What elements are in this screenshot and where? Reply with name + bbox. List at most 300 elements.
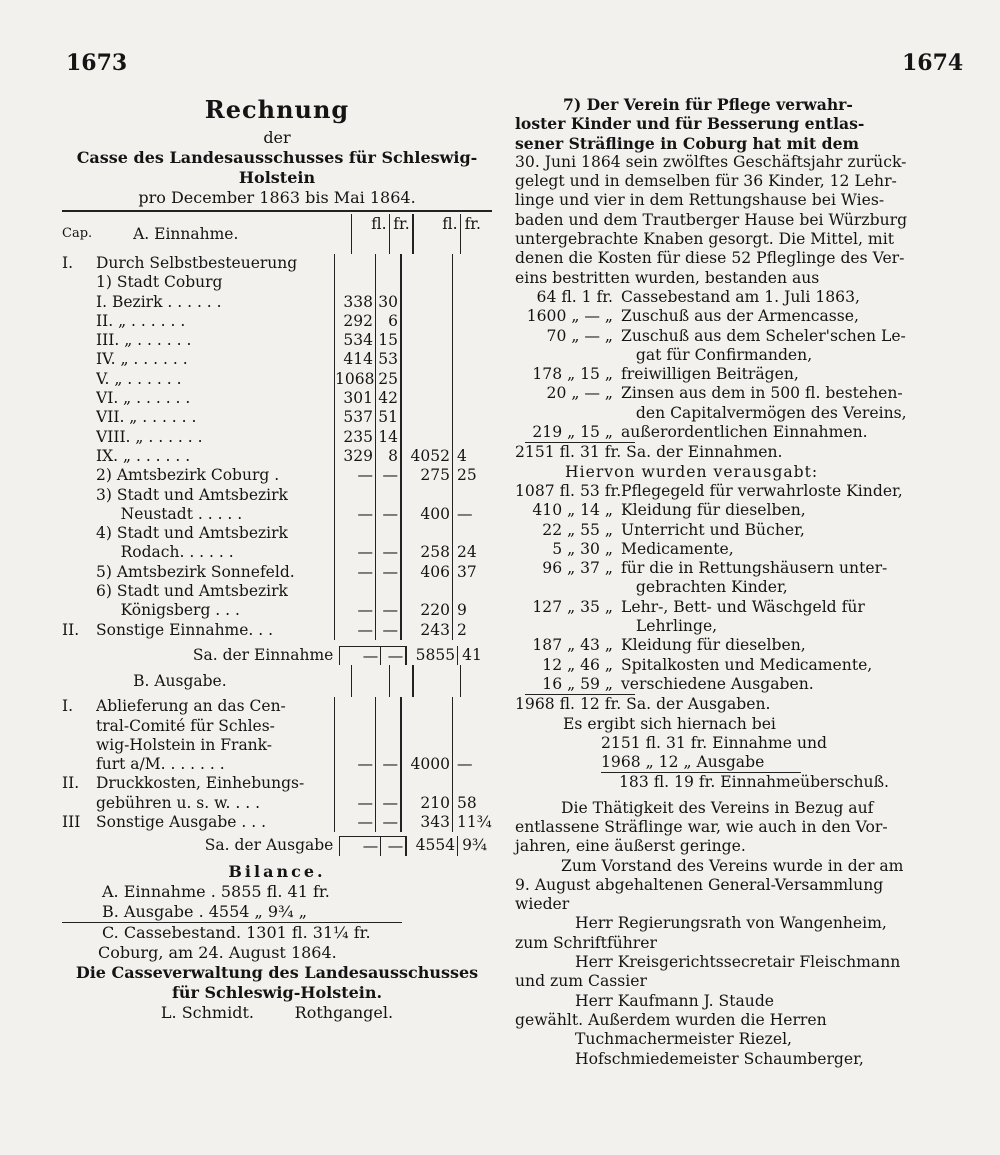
cell-k2 bbox=[452, 408, 487, 427]
amount: 127 „ 35 „ bbox=[532, 597, 613, 616]
account-line bbox=[515, 482, 965, 501]
cell-f2: 210 bbox=[400, 794, 452, 813]
table-row bbox=[62, 254, 492, 273]
table-row bbox=[62, 350, 492, 369]
account-line bbox=[515, 559, 965, 578]
cell-f2: 4052 bbox=[400, 447, 452, 466]
section-a-title: A. Einnahme. bbox=[133, 225, 239, 243]
account-text: Kleidung für dieselben, bbox=[621, 501, 806, 520]
table-row bbox=[62, 717, 492, 736]
cell-cap bbox=[62, 370, 96, 389]
cell-label: Sonstige Ausgabe . . . bbox=[96, 813, 267, 832]
cell-k1: — bbox=[375, 505, 400, 524]
cell-cap bbox=[62, 582, 96, 601]
account-line bbox=[515, 288, 965, 307]
cell-k1: — bbox=[375, 543, 400, 562]
income-total-fr: 41 bbox=[457, 646, 492, 665]
cell-k2: 25 bbox=[452, 466, 487, 485]
income-total-fl: 5855 bbox=[405, 646, 457, 665]
cell-cap bbox=[62, 717, 96, 736]
cell-cap bbox=[62, 408, 96, 427]
cell-label: Ablieferung an das Cen- bbox=[96, 697, 286, 716]
spent-sum: 1968 fl. 12 fr. Sa. der Ausgaben. bbox=[515, 695, 771, 714]
cell-label: furt a/M. . . . . . . bbox=[96, 755, 225, 774]
account-line bbox=[515, 307, 965, 326]
table-row bbox=[62, 621, 492, 640]
cell-label: wig-Holstein in Frank- bbox=[96, 735, 273, 754]
expense-sum-row bbox=[62, 836, 492, 855]
cell-f2 bbox=[400, 486, 452, 505]
cell-f2: 275 bbox=[400, 466, 452, 485]
cell-f2 bbox=[400, 331, 452, 350]
cell-f2: 258 bbox=[400, 543, 452, 562]
cell-cap bbox=[62, 505, 96, 524]
intro-line: untergebrachte Knaben gesorgt. Die Mittel, mit bbox=[515, 230, 894, 249]
cell-label: 3) Stadt und Amtsbezirk bbox=[96, 485, 288, 504]
account-line bbox=[515, 578, 965, 597]
header-rule bbox=[62, 210, 492, 212]
amount bbox=[515, 617, 621, 636]
cell-cap bbox=[62, 543, 96, 562]
signature-names: L. Schmidt. Rothgangel. bbox=[160, 1002, 394, 1022]
account-subtitle: Casse des Landesausschusses für Schleswig-Holstein bbox=[76, 148, 478, 187]
account-period: pro December 1863 bis Mai 1864. bbox=[138, 188, 416, 207]
cell-k2 bbox=[452, 697, 487, 716]
cell-f1: 329 bbox=[334, 447, 375, 466]
account-text: für die in Rettungshäusern unter- bbox=[621, 559, 888, 578]
cell-f2 bbox=[400, 350, 452, 369]
cell-k1: 51 bbox=[375, 408, 400, 427]
cell-k2 bbox=[452, 428, 487, 447]
cell-f2: 406 bbox=[400, 563, 452, 582]
cell-k2 bbox=[452, 370, 487, 389]
cell-k1 bbox=[375, 273, 400, 292]
cell-k1 bbox=[375, 697, 400, 716]
amount: 16 „ 59 „ bbox=[542, 674, 613, 693]
amount bbox=[515, 346, 621, 365]
bilanz-line: B. Ausgabe . 4554 „ 9¾ „ bbox=[62, 902, 402, 923]
amount: 1087 fl. 53 fr. bbox=[515, 481, 622, 500]
cell-k1 bbox=[375, 736, 400, 755]
cell-k1: — bbox=[375, 755, 400, 774]
cell-label: Sonstige Einnahme. . . bbox=[96, 620, 274, 639]
account-text: Kleidung für dieselben, bbox=[621, 636, 806, 655]
account-line bbox=[515, 540, 965, 559]
cell-f1: 338 bbox=[334, 293, 375, 312]
cell-label: VII. „ . . . . . . bbox=[96, 408, 197, 427]
sum-cell: — bbox=[380, 836, 405, 855]
cell-label: 2) Amtsbezirk Coburg . bbox=[96, 466, 280, 485]
amount: 20 „ — „ bbox=[546, 384, 613, 403]
cell-f2 bbox=[400, 582, 452, 601]
expense-sum-label: Sa. der Ausgabe bbox=[204, 836, 334, 855]
cell-f1: — bbox=[334, 813, 375, 832]
table-row bbox=[62, 736, 492, 755]
income-list bbox=[515, 288, 965, 442]
cell-cap bbox=[62, 273, 96, 292]
account-line bbox=[515, 327, 965, 346]
cell-f1: 235 bbox=[334, 428, 375, 447]
cell-cap bbox=[62, 312, 96, 331]
cell-k2: 24 bbox=[452, 543, 487, 562]
amount: 410 „ 14 „ bbox=[532, 501, 613, 520]
cap-header: Cap. bbox=[62, 226, 93, 241]
account-text: Zinsen aus dem in 500 fl. bestehen- bbox=[621, 384, 903, 403]
paragraph-line: entlassene Sträflinge war, wie auch in den Vor- bbox=[515, 817, 888, 836]
table-row bbox=[62, 428, 492, 447]
cell-f1 bbox=[334, 736, 375, 755]
cell-f2 bbox=[400, 293, 452, 312]
cell-k1: 53 bbox=[375, 350, 400, 369]
sum-cell: — bbox=[380, 646, 405, 665]
cell-k2 bbox=[452, 524, 487, 543]
cell-label: tral-Comité für Schles- bbox=[96, 716, 275, 735]
table-row bbox=[62, 331, 492, 350]
cell-k2 bbox=[452, 717, 487, 736]
paragraph-line: gewählt. Außerdem wurden die Herren bbox=[515, 1010, 827, 1029]
cell-k1: 8 bbox=[375, 447, 400, 466]
bilanz-line: C. Cassebestand. 1301 fl. 31¼ fr. bbox=[102, 922, 371, 942]
result-line: 2151 fl. 31 fr. Einnahme und bbox=[601, 733, 828, 752]
expense-total-fl: 4554 bbox=[405, 836, 457, 855]
cell-cap bbox=[62, 601, 96, 620]
table-row bbox=[62, 755, 492, 774]
cell-cap bbox=[62, 466, 96, 485]
cell-label: III. „ . . . . . . bbox=[96, 331, 192, 350]
cell-f2 bbox=[400, 254, 452, 273]
amount: 64 fl. 1 fr. bbox=[536, 287, 613, 306]
cell-k2 bbox=[452, 389, 487, 408]
cell-k1 bbox=[375, 486, 400, 505]
intro-line: sener Sträflinge in Coburg hat mit dem bbox=[515, 133, 859, 153]
intro-line: 7) Der Verein für Pflege verwahr- bbox=[563, 95, 853, 114]
cell-f1: — bbox=[334, 466, 375, 485]
cell-label: V. „ . . . . . . bbox=[96, 369, 182, 388]
account-text: Zuschuß aus der Armencasse, bbox=[621, 307, 859, 326]
account-text: verschiedene Ausgaben. bbox=[621, 674, 814, 693]
account-line bbox=[515, 404, 965, 423]
expense-total-fr: 9¾ bbox=[457, 836, 492, 855]
paragraph-line: 9. August abgehaltenen General-Versammlung bbox=[515, 875, 884, 894]
cell-k1: — bbox=[375, 601, 400, 620]
section-b-row bbox=[62, 665, 492, 697]
cell-f1 bbox=[334, 717, 375, 736]
fl-header-1: fl. bbox=[351, 214, 389, 254]
place-date: Coburg, am 24. August 1864. bbox=[98, 942, 337, 962]
paragraph-line: zum Schriftführer bbox=[515, 933, 657, 952]
left-page bbox=[62, 95, 492, 1023]
spent-heading: Hiervon wurden verausgabt: bbox=[565, 462, 819, 481]
table-header bbox=[62, 214, 492, 254]
cell-cap bbox=[62, 428, 96, 447]
account-text: Spitalkosten und Medicamente, bbox=[621, 655, 873, 674]
cell-k2: 4 bbox=[452, 447, 487, 466]
cell-f1: — bbox=[334, 601, 375, 620]
table-row bbox=[62, 293, 492, 312]
cell-f2: 400 bbox=[400, 505, 452, 524]
cell-f2 bbox=[400, 389, 452, 408]
cell-f2 bbox=[400, 736, 452, 755]
cell-cap bbox=[62, 447, 96, 466]
account-line bbox=[515, 675, 965, 694]
paragraph-line: Die Thätigkeit des Vereins in Bezug auf bbox=[561, 798, 874, 817]
cell-f2 bbox=[400, 717, 452, 736]
account-line bbox=[515, 365, 965, 384]
intro-line: eins bestritten wurden, bestanden aus bbox=[515, 268, 820, 287]
result-line: Es ergibt sich hiernach bei bbox=[563, 714, 776, 733]
cell-k1: 42 bbox=[375, 389, 400, 408]
signature-line-1: Die Casseverwaltung des Landesausschusses bbox=[75, 962, 479, 982]
cell-f2: 243 bbox=[400, 621, 452, 640]
account-line bbox=[515, 636, 965, 655]
account-text: Lehr-, Bett- und Wäschgeld für bbox=[621, 597, 865, 616]
paragraph-line: Hofschmiedemeister Schaumberger, bbox=[575, 1049, 864, 1068]
fl-header-2: fl. bbox=[412, 214, 460, 254]
cell-k1: — bbox=[375, 813, 400, 832]
table-row bbox=[62, 794, 492, 813]
paragraph-line: Zum Vorstand des Vereins wurde in der am bbox=[561, 856, 904, 875]
cell-k2: 58 bbox=[452, 794, 487, 813]
cell-label: 6) Stadt und Amtsbezirk bbox=[96, 582, 288, 601]
cell-f2 bbox=[400, 697, 452, 716]
cell-k2 bbox=[452, 331, 487, 350]
cell-k2 bbox=[452, 736, 487, 755]
cell-k1: 6 bbox=[375, 312, 400, 331]
amount bbox=[515, 578, 621, 597]
cell-f2 bbox=[400, 312, 452, 331]
cell-f2 bbox=[400, 370, 452, 389]
intro-line: gelegt und in demselben für 36 Kinder, 12 Lehr- bbox=[515, 172, 897, 191]
paragraph-line: Herr Kreisgerichtssecretair Fleischmann bbox=[575, 953, 901, 972]
table-row bbox=[62, 774, 492, 793]
paragraph-line: jahren, eine äußerst geringe. bbox=[515, 837, 746, 856]
cell-k1: 14 bbox=[375, 428, 400, 447]
page-number-left: 1673 bbox=[66, 50, 128, 76]
cell-cap: I. bbox=[62, 254, 74, 272]
cell-cap bbox=[62, 736, 96, 755]
cell-f1 bbox=[334, 486, 375, 505]
fr-header-1: fr. bbox=[389, 214, 412, 254]
account-line bbox=[515, 598, 965, 617]
page-number-right: 1674 bbox=[902, 50, 964, 76]
cell-label: VI. „ . . . . . . bbox=[96, 389, 191, 408]
cell-f1: — bbox=[334, 794, 375, 813]
cell-k2: — bbox=[452, 755, 487, 774]
table-row bbox=[62, 563, 492, 582]
bilanz-line: A. Einnahme . 5855 fl. 41 fr. bbox=[102, 881, 330, 901]
cell-cap: III bbox=[62, 813, 81, 832]
cell-k2: 2 bbox=[452, 621, 487, 640]
cell-k1 bbox=[375, 524, 400, 543]
table-row bbox=[62, 813, 492, 832]
cell-cap bbox=[62, 389, 96, 408]
cell-f1 bbox=[334, 774, 375, 793]
cell-k2: 37 bbox=[452, 563, 487, 582]
income-sum-row bbox=[62, 646, 492, 665]
cell-f1 bbox=[334, 582, 375, 601]
cell-label: Druckkosten, Einhebungs- bbox=[96, 774, 305, 793]
cell-label: II. „ . . . . . . bbox=[96, 311, 186, 330]
cell-f2 bbox=[400, 524, 452, 543]
intro-line: 30. Juni 1864 sein zwölftes Geschäftsjahr zurück- bbox=[515, 152, 907, 171]
cell-k1: — bbox=[375, 466, 400, 485]
account-table bbox=[62, 214, 492, 856]
cell-cap bbox=[62, 331, 96, 350]
cell-f1: 301 bbox=[334, 389, 375, 408]
table-row bbox=[62, 601, 492, 620]
table-row bbox=[62, 447, 492, 466]
cell-label: 5) Amtsbezirk Sonnefeld. bbox=[96, 562, 295, 581]
account-line bbox=[515, 617, 965, 636]
cell-f1 bbox=[334, 273, 375, 292]
cell-k1: 15 bbox=[375, 331, 400, 350]
closing-paragraph bbox=[515, 799, 965, 1069]
cell-f1: 534 bbox=[334, 331, 375, 350]
intro-line: denen die Kosten für diese 52 Pfleglinge des Ver- bbox=[515, 249, 905, 268]
account-text: außerordentlichen Einnahmen. bbox=[621, 423, 868, 442]
amount: 70 „ — „ bbox=[546, 326, 613, 345]
account-line bbox=[515, 501, 965, 520]
cell-f1: — bbox=[334, 755, 375, 774]
account-line bbox=[515, 521, 965, 540]
right-page bbox=[515, 95, 965, 1069]
cell-f2 bbox=[400, 774, 452, 793]
table-row bbox=[62, 505, 492, 524]
cell-label: Königsberg . . . bbox=[96, 601, 240, 620]
table-row bbox=[62, 389, 492, 408]
cell-label: VIII. „ . . . . . . bbox=[96, 427, 203, 446]
table-row bbox=[62, 273, 492, 292]
cell-cap bbox=[62, 350, 96, 369]
cell-f1 bbox=[334, 524, 375, 543]
signature-line-2: für Schleswig-Holstein. bbox=[171, 982, 383, 1002]
table-row bbox=[62, 582, 492, 601]
cell-cap: II. bbox=[62, 620, 80, 639]
account-line bbox=[515, 423, 965, 442]
cell-k2 bbox=[452, 293, 487, 312]
der-line: der bbox=[263, 128, 291, 147]
cell-label: I. Bezirk . . . . . . bbox=[96, 292, 222, 311]
income-rows bbox=[62, 254, 492, 640]
cell-f1 bbox=[334, 697, 375, 716]
amount: 22 „ 55 „ bbox=[542, 520, 613, 539]
cell-f2: 220 bbox=[400, 601, 452, 620]
result-line: 1968 „ 12 „ Ausgabe bbox=[601, 753, 801, 773]
cell-label: Neustadt . . . . . bbox=[96, 504, 243, 523]
cell-k2: 11¾ bbox=[452, 813, 487, 832]
result-line: 183 fl. 19 fr. Einnahmeüberschuß. bbox=[619, 773, 889, 792]
cell-cap bbox=[62, 563, 96, 582]
cell-f1: 537 bbox=[334, 408, 375, 427]
cell-k1: — bbox=[375, 621, 400, 640]
cell-k2: 9 bbox=[452, 601, 487, 620]
intro-line: loster Kinder und für Besserung entlas- bbox=[515, 114, 865, 134]
account-text: den Capitalvermögen des Vereins, bbox=[621, 403, 907, 422]
paragraph-line: wieder bbox=[515, 895, 570, 914]
income-sum-label: Sa. der Einnahme bbox=[192, 645, 334, 664]
cell-k2 bbox=[452, 254, 487, 273]
account-text: gebrachten Kinder, bbox=[621, 578, 788, 597]
cell-f2 bbox=[400, 408, 452, 427]
amount: 1600 „ — „ bbox=[526, 307, 613, 326]
cell-f1: — bbox=[334, 505, 375, 524]
bilanz-title: Bilance. bbox=[228, 861, 326, 881]
cell-k1: — bbox=[375, 563, 400, 582]
table-row bbox=[62, 486, 492, 505]
amount: 96 „ 37 „ bbox=[542, 559, 613, 578]
cell-k2 bbox=[452, 774, 487, 793]
cell-f1: — bbox=[334, 563, 375, 582]
cell-f2: 343 bbox=[400, 813, 452, 832]
account-text: freiwilligen Beiträgen, bbox=[621, 365, 799, 384]
account-text: gat für Confirmanden, bbox=[621, 345, 813, 364]
amount: 187 „ 43 „ bbox=[532, 636, 613, 655]
cell-label: IV. „ . . . . . . bbox=[96, 350, 188, 369]
intro-line: baden und dem Trautberger Hause bei Würzburg bbox=[515, 210, 908, 229]
paragraph-line: und zum Cassier bbox=[515, 972, 647, 991]
cell-k2 bbox=[452, 273, 487, 292]
cell-k1: 30 bbox=[375, 293, 400, 312]
account-title: Rechnung bbox=[204, 95, 350, 124]
expense-rows bbox=[62, 697, 492, 832]
cell-f2 bbox=[400, 428, 452, 447]
cell-label: 4) Stadt und Amtsbezirk bbox=[96, 524, 288, 543]
account-line bbox=[515, 346, 965, 365]
paragraph-line: Tuchmachermeister Riezel, bbox=[575, 1030, 793, 1049]
amount: 12 „ 46 „ bbox=[542, 655, 613, 674]
paragraph-line: Herr Kaufmann J. Staude bbox=[575, 991, 775, 1010]
table-row bbox=[62, 697, 492, 716]
cell-cap bbox=[62, 794, 96, 813]
account-text: Unterricht und Bücher, bbox=[621, 520, 805, 539]
account-text: Zuschuß aus dem Scheler'schen Le- bbox=[621, 326, 906, 345]
intro-paragraph bbox=[515, 95, 965, 288]
paragraph-line: Herr Regierungsrath von Wangenheim, bbox=[575, 914, 887, 933]
cell-f1: 414 bbox=[334, 350, 375, 369]
cell-k2: — bbox=[452, 505, 487, 524]
account-line bbox=[515, 384, 965, 403]
cell-k1: — bbox=[375, 794, 400, 813]
cell-k1 bbox=[375, 254, 400, 273]
cell-k1 bbox=[375, 717, 400, 736]
amount bbox=[515, 404, 621, 423]
table-row bbox=[62, 370, 492, 389]
cell-f1: 1068 bbox=[335, 369, 375, 388]
section-b-title: B. Ausgabe. bbox=[133, 672, 227, 691]
cell-label: 1) Stadt Coburg bbox=[96, 273, 223, 292]
cell-k2 bbox=[452, 486, 487, 505]
amount: 178 „ 15 „ bbox=[532, 365, 613, 384]
cell-f1: — bbox=[334, 543, 375, 562]
table-row bbox=[62, 312, 492, 331]
cell-label: IX. „ . . . . . . bbox=[96, 446, 191, 465]
account-text: Lehrlinge, bbox=[621, 617, 718, 636]
cell-label: Rodach. . . . . . bbox=[96, 543, 234, 562]
account-text: Medicamente, bbox=[621, 539, 734, 558]
fr-header-2: fr. bbox=[460, 214, 492, 254]
cell-k2 bbox=[452, 582, 487, 601]
table-row bbox=[62, 524, 492, 543]
sum-cell: — bbox=[339, 836, 380, 855]
cell-k1: 25 bbox=[375, 370, 400, 389]
cell-cap: I. bbox=[62, 697, 74, 716]
cell-k2 bbox=[452, 312, 487, 331]
cell-f1: 292 bbox=[334, 312, 375, 331]
cell-cap bbox=[62, 486, 96, 505]
cell-cap bbox=[62, 755, 96, 774]
cell-f2: 4000 bbox=[400, 755, 452, 774]
account-line bbox=[515, 656, 965, 675]
